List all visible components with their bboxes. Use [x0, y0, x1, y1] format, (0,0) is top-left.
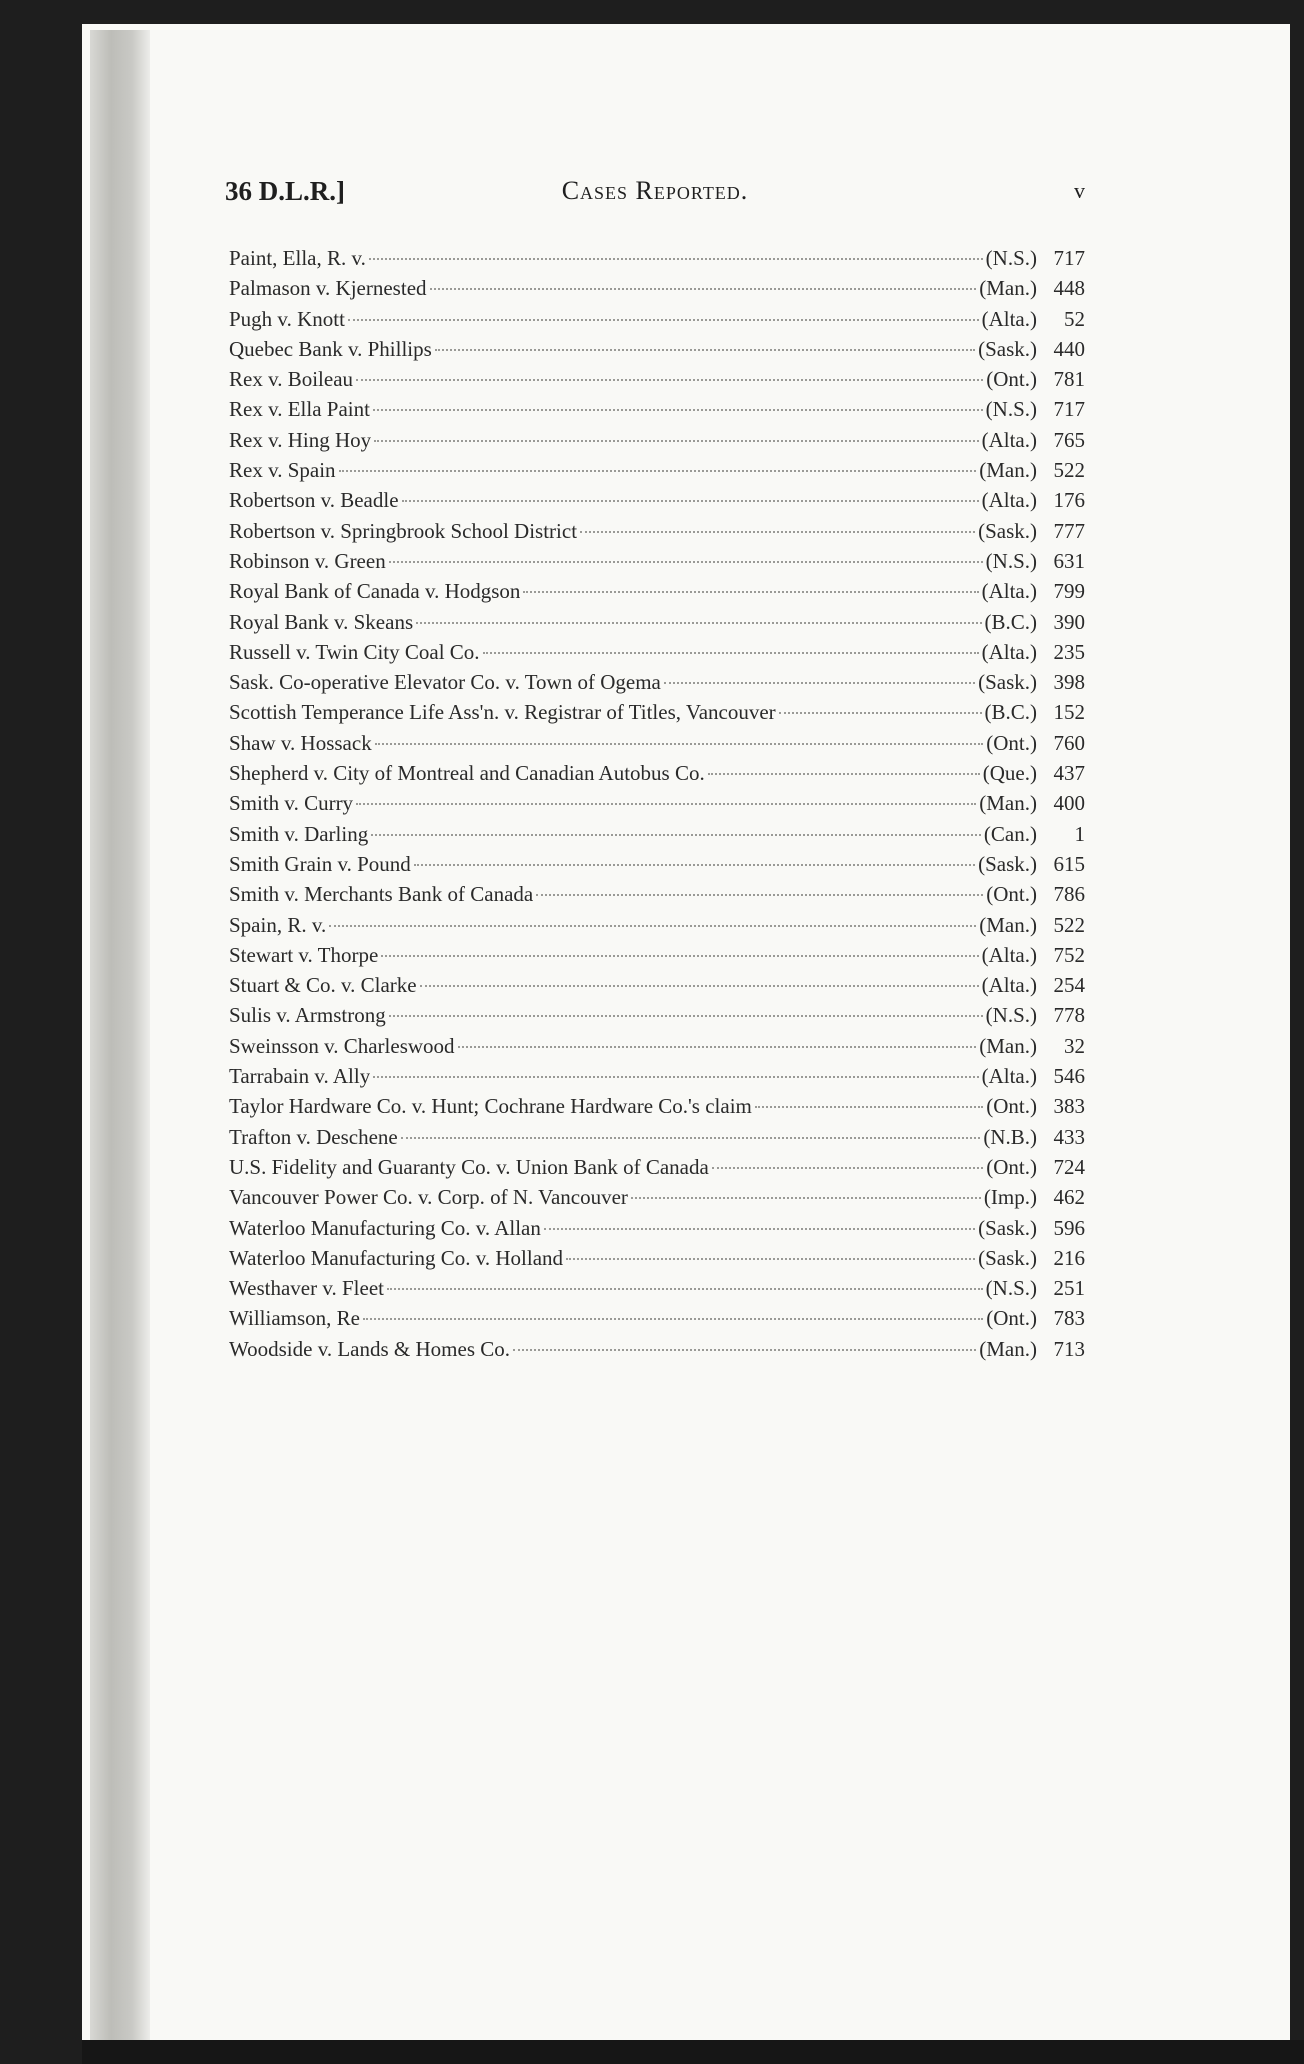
case-page-number: 52: [1064, 306, 1085, 331]
case-entry: [229, 519, 1085, 549]
case-name: Woodside v. Lands & Homes Co.: [229, 1336, 511, 1361]
dot-leader: [374, 440, 978, 442]
case-page-number: 152: [1053, 700, 1085, 725]
case-entry: [229, 428, 1085, 458]
dot-leader: [356, 803, 976, 805]
case-entry: [229, 1094, 1085, 1124]
case-page-number: 631: [1053, 548, 1085, 573]
case-name: Williamson, Re: [229, 1306, 360, 1331]
case-name: Rex v. Ella Paint: [229, 397, 370, 422]
binding-gutter: [90, 30, 150, 2040]
case-name: Royal Bank v. Skeans: [229, 609, 414, 634]
case-entry: [229, 1216, 1085, 1246]
dot-leader: [373, 1076, 978, 1078]
dot-leader: [566, 1258, 975, 1260]
case-page-number: 765: [1053, 427, 1085, 452]
case-name: Robinson v. Green: [229, 548, 386, 573]
case-entry: [229, 852, 1085, 882]
dot-leader: [329, 925, 976, 927]
case-name: Robertson v. Beadle: [229, 488, 399, 513]
jurisdiction: (Sask.): [978, 336, 1037, 361]
case-name: Rex v. Boileau: [229, 367, 354, 392]
case-name: U.S. Fidelity and Guaranty Co. v. Union Bank of Canada: [229, 1154, 709, 1179]
case-page-number: 254: [1053, 973, 1085, 998]
case-page-number: 724: [1053, 1154, 1085, 1179]
dot-leader: [381, 955, 978, 957]
case-name: Waterloo Manufacturing Co. v. Holland: [229, 1245, 564, 1270]
dot-leader: [458, 1046, 977, 1048]
jurisdiction: (Man.): [979, 912, 1037, 937]
jurisdiction: (N.S.): [985, 397, 1037, 422]
case-page-number: 462: [1053, 1185, 1085, 1210]
case-page-number: 713: [1053, 1336, 1085, 1361]
dot-leader: [375, 743, 984, 745]
dot-leader: [664, 682, 975, 684]
jurisdiction: (Sask.): [978, 851, 1037, 876]
case-page-number: 390: [1053, 609, 1085, 634]
case-page-number: 752: [1053, 942, 1085, 967]
case-name: Quebec Bank v. Phillips: [229, 336, 432, 361]
jurisdiction: (N.S.): [985, 1003, 1037, 1028]
jurisdiction: (Ont.): [986, 1094, 1037, 1119]
case-entry: [229, 1246, 1085, 1276]
case-name: Spain, R. v.: [229, 912, 327, 937]
dot-leader: [339, 470, 977, 472]
case-entry: [229, 1155, 1085, 1185]
jurisdiction: (Ont.): [986, 1306, 1037, 1331]
dot-leader: [631, 1197, 981, 1199]
jurisdiction: (Man.): [979, 458, 1037, 483]
case-entry: [229, 1125, 1085, 1155]
jurisdiction: (Alta.): [981, 942, 1037, 967]
case-name: Palmason v. Kjernested: [229, 276, 427, 301]
dot-leader: [363, 1318, 983, 1320]
jurisdiction: (Sask.): [978, 1215, 1037, 1240]
jurisdiction: (Imp.): [983, 1185, 1037, 1210]
case-name: Taylor Hardware Co. v. Hunt; Cochrane Hardware Co.'s claim: [229, 1094, 752, 1119]
case-entry: [229, 913, 1085, 943]
dot-leader: [544, 1228, 975, 1230]
jurisdiction: (Que.): [982, 761, 1037, 786]
case-page-number: 777: [1053, 518, 1085, 543]
jurisdiction: (Alta.): [981, 973, 1037, 998]
case-name: Sulis v. Armstrong: [229, 1003, 386, 1028]
case-entry: [229, 276, 1085, 306]
jurisdiction: (B.C.): [984, 609, 1037, 634]
case-name: Paint, Ella, R. v.: [229, 246, 366, 270]
jurisdiction: (Alta.): [981, 488, 1037, 513]
case-page-number: 786: [1053, 882, 1085, 907]
dot-leader: [779, 712, 982, 714]
page-title: Cases Reported.: [561, 176, 749, 205]
jurisdiction: (Ont.): [986, 367, 1037, 392]
volume-label: 36 D.L.R.]: [225, 176, 345, 206]
case-page-number: 216: [1053, 1245, 1085, 1270]
cases-list: [229, 246, 1085, 1367]
jurisdiction: (Sask.): [978, 1245, 1037, 1270]
dot-leader: [414, 864, 975, 866]
case-entry: [229, 882, 1085, 912]
dot-leader: [401, 1137, 981, 1139]
case-page-number: 383: [1053, 1094, 1085, 1119]
case-entry: [229, 1003, 1085, 1033]
dot-leader: [402, 500, 979, 502]
dot-leader: [536, 894, 983, 896]
jurisdiction: (Alta.): [981, 306, 1037, 331]
case-name: Scottish Temperance Life Ass'n. v. Registrar of Titles, Vancouver: [229, 700, 776, 725]
dot-leader: [369, 258, 983, 260]
jurisdiction: (Ont.): [986, 882, 1037, 907]
case-entry: [229, 1337, 1085, 1367]
case-page-number: 440: [1053, 336, 1085, 361]
dot-leader: [708, 773, 980, 775]
scan-bottom-edge: [82, 2040, 1304, 2064]
case-name: Shaw v. Hossack: [229, 730, 372, 755]
case-page-number: 522: [1053, 458, 1085, 483]
case-name: Stuart & Co. v. Clarke: [229, 973, 417, 998]
dot-leader: [483, 652, 979, 654]
case-name: Vancouver Power Co. v. Corp. of N. Vancouver: [229, 1185, 628, 1210]
dot-leader: [389, 561, 983, 563]
case-name: Smith v. Darling: [229, 821, 369, 846]
jurisdiction: (B.C.): [984, 700, 1037, 725]
jurisdiction: (N.B.): [983, 1124, 1037, 1149]
case-entry: [229, 610, 1085, 640]
case-page-number: 799: [1053, 579, 1085, 604]
jurisdiction: (Alta.): [981, 1064, 1037, 1089]
case-page-number: 1: [1074, 821, 1085, 846]
case-page-number: 400: [1053, 791, 1085, 816]
case-page-number: 717: [1053, 397, 1085, 422]
dot-leader: [371, 834, 981, 836]
case-entry: [229, 700, 1085, 730]
dot-leader: [513, 1349, 976, 1351]
page-number: v: [1074, 178, 1085, 203]
dot-leader: [580, 531, 975, 533]
case-entry: [229, 337, 1085, 367]
case-name: Westhaver v. Fleet: [229, 1276, 384, 1301]
case-entry: [229, 307, 1085, 337]
running-header: [225, 176, 1085, 212]
case-page-number: 235: [1053, 639, 1085, 664]
case-entry: [229, 397, 1085, 427]
case-name: Smith v. Curry: [229, 791, 354, 816]
dot-leader: [435, 349, 975, 351]
jurisdiction: (Alta.): [981, 579, 1037, 604]
case-entry: [229, 640, 1085, 670]
case-name: Rex v. Hing Hoy: [229, 427, 372, 452]
case-entry: [229, 1276, 1085, 1306]
jurisdiction: (N.S.): [985, 246, 1037, 270]
jurisdiction: (Man.): [979, 1336, 1037, 1361]
case-entry: [229, 458, 1085, 488]
case-name: Sask. Co-operative Elevator Co. v. Town of Ogema: [229, 670, 661, 695]
jurisdiction: (Man.): [979, 1033, 1037, 1058]
case-entry: [229, 943, 1085, 973]
dot-leader: [523, 591, 978, 593]
case-page-number: 778: [1053, 1003, 1085, 1028]
case-page-number: 760: [1053, 730, 1085, 755]
case-entry: [229, 761, 1085, 791]
case-page-number: 546: [1053, 1064, 1085, 1089]
case-name: Smith Grain v. Pound: [229, 851, 411, 876]
case-page-number: 251: [1053, 1276, 1085, 1301]
dot-leader: [389, 1015, 983, 1017]
dot-leader: [387, 1288, 983, 1290]
dot-leader: [356, 379, 983, 381]
case-page-number: 433: [1053, 1124, 1085, 1149]
case-name: Royal Bank of Canada v. Hodgson: [229, 579, 521, 604]
case-name: Robertson v. Springbrook School District: [229, 518, 578, 543]
jurisdiction: (Sask.): [978, 670, 1037, 695]
jurisdiction: (Sask.): [978, 518, 1037, 543]
case-page-number: 176: [1053, 488, 1085, 513]
case-page-number: 596: [1053, 1215, 1085, 1240]
case-entry: [229, 1185, 1085, 1215]
case-entry: [229, 1306, 1085, 1336]
case-page-number: 522: [1053, 912, 1085, 937]
case-page-number: 783: [1053, 1306, 1085, 1331]
jurisdiction: (N.S.): [985, 548, 1037, 573]
case-name: Sweinsson v. Charleswood: [229, 1033, 455, 1058]
case-entry: [229, 1034, 1085, 1064]
dot-leader: [712, 1167, 983, 1169]
jurisdiction: (Ont.): [986, 1154, 1037, 1179]
case-name: Smith v. Merchants Bank of Canada: [229, 882, 534, 907]
dot-leader: [373, 409, 983, 411]
case-page-number: 437: [1053, 761, 1085, 786]
case-name: Trafton v. Deschene: [229, 1124, 398, 1149]
jurisdiction: (Man.): [979, 276, 1037, 301]
case-page-number: 398: [1053, 670, 1085, 695]
case-name: Pugh v. Knott: [229, 306, 345, 331]
case-name: Rex v. Spain: [229, 458, 336, 483]
case-entry: [229, 973, 1085, 1003]
case-name: Shepherd v. City of Montreal and Canadian Autobus Co.: [229, 761, 705, 786]
case-page-number: 32: [1064, 1033, 1085, 1058]
case-entry: [229, 1064, 1085, 1094]
case-name: Waterloo Manufacturing Co. v. Allan: [229, 1215, 541, 1240]
case-entry: [229, 367, 1085, 397]
case-entry: [229, 246, 1085, 276]
jurisdiction: (Man.): [979, 791, 1037, 816]
case-entry: [229, 822, 1085, 852]
jurisdiction: (N.S.): [985, 1276, 1037, 1301]
jurisdiction: (Alta.): [981, 639, 1037, 664]
jurisdiction: (Can.): [983, 821, 1037, 846]
dot-leader: [755, 1106, 983, 1108]
case-entry: [229, 579, 1085, 609]
dot-leader: [416, 622, 981, 624]
dot-leader: [420, 985, 979, 987]
dot-leader: [430, 288, 977, 290]
jurisdiction: (Ont.): [986, 730, 1037, 755]
case-page-number: 717: [1053, 246, 1085, 270]
case-entry: [229, 488, 1085, 518]
case-page-number: 448: [1053, 276, 1085, 301]
case-page-number: 781: [1053, 367, 1085, 392]
case-entry: [229, 670, 1085, 700]
case-entry: [229, 791, 1085, 821]
case-entry: [229, 549, 1085, 579]
case-page-number: 615: [1053, 851, 1085, 876]
case-name: Stewart v. Thorpe: [229, 942, 379, 967]
dot-leader: [348, 319, 979, 321]
jurisdiction: (Alta.): [981, 427, 1037, 452]
case-name: Tarrabain v. Ally: [229, 1064, 371, 1089]
case-name: Russell v. Twin City Coal Co.: [229, 639, 480, 664]
case-entry: [229, 731, 1085, 761]
